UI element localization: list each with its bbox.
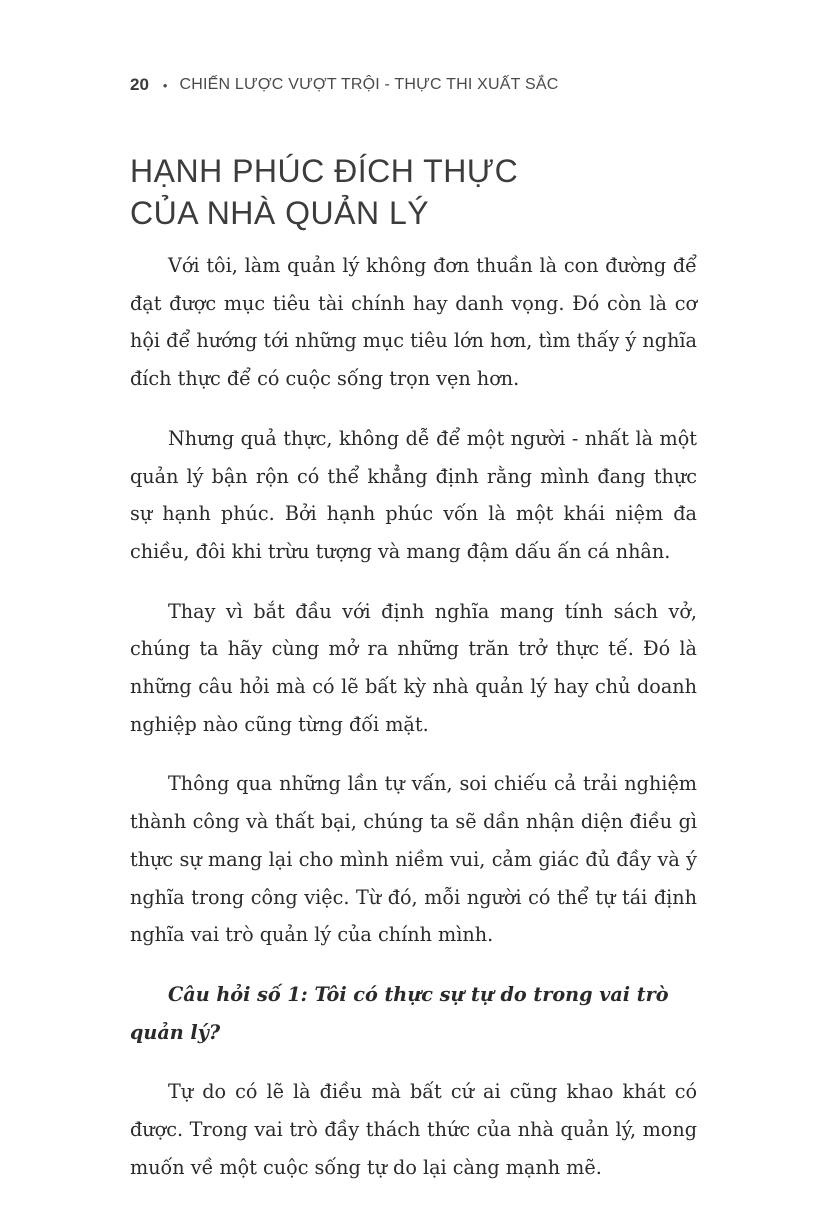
paragraph: Thông qua những lần tự vấn, soi chiếu cả trải nghiệm thành công và thất bại, chúng ta sẽ dần nhận diện điều gì thực sự mang lại cho mình niềm vui, cảm giác đủ đầy và ý nghĩa trong công việc. Từ đó, mỗi người có thể tự tái định nghĩa vai trò quản lý của chính mình. (130, 772, 697, 947)
body-text (130, 247, 697, 1208)
page-number: 20 (130, 75, 149, 94)
paragraph: Nhưng quả thực, không dễ để một người - nhất là một quản lý bận rộn có thể khẳng định rằng mình đang thực sự hạnh phúc. Bởi hạnh phúc vốn là một khái niệm đa chiều, đôi khi trừu tượng và mang đậm dấu ấn cá nhân. (130, 426, 697, 563)
running-header (130, 72, 558, 98)
book-title: CHIẾN LƯỢC VƯỢT TRỘI - THỰC THI XUẤT SẮC (179, 76, 559, 93)
header-bullet: • (162, 77, 168, 93)
paragraph: Thay vì bắt đầu với định nghĩa mang tính sách vở, chúng ta hãy cùng mở ra những trăn trở thực tế. Đó là những câu hỏi mà có lẽ bất kỳ nhà quản lý hay chủ doanh nghiệp nào cũng từng đối mặt. (130, 599, 697, 736)
paragraph: Với tôi, làm quản lý không đơn thuần là con đường để đạt được mục tiêu tài chính hay danh vọng. Đó còn là cơ hội để hướng tới những mục tiêu lớn hơn, tìm thấy ý nghĩa đích thực để có cuộc sống trọn vẹn hơn. (130, 254, 697, 391)
chapter-title (130, 150, 730, 234)
paragraph: Tự do có lẽ là điều mà bất cứ ai cũng khao khát có được. Trong vai trò đầy thách thức của nhà quản lý, mong muốn về một cuộc sống tự do lại càng mạnh mẽ. (130, 1080, 697, 1179)
question-heading: Câu hỏi số 1: Tôi có thực sự tự do trong vai trò quản lý? (130, 982, 669, 1044)
chapter-title-line-1: HẠNH PHÚC ĐÍCH THỰC (130, 153, 519, 189)
chapter-title-line-2: CỦA NHÀ QUẢN LÝ (130, 195, 430, 231)
